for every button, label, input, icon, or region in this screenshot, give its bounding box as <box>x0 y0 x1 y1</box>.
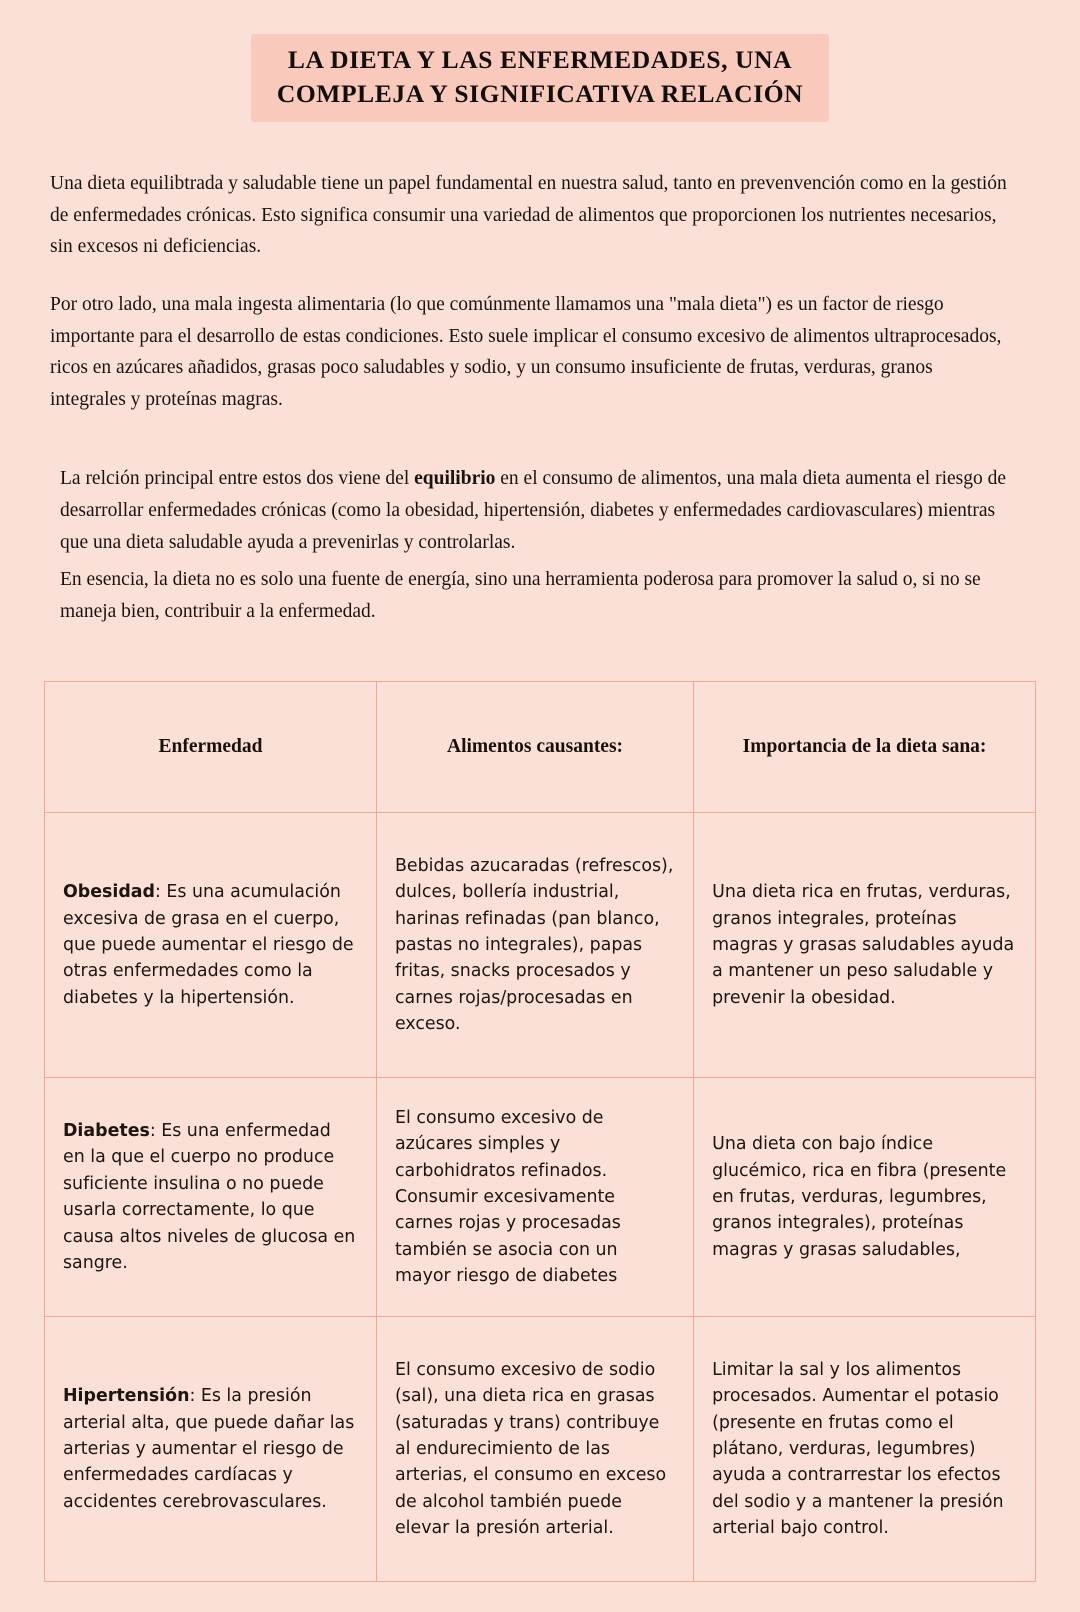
paragraph-2: Por otro lado, una mala ingesta alimentaria (lo que comúnmente llamamos una "mala dieta") es un factor de riesgo importante para el desarrollo de estas condiciones. Esto suele implicar el consumo excesivo de alimentos ultraprocesados, ricos en azúcares añadidos, grasas poco saludables y sodio, y un consumo insuficiente de frutas, verduras, granos integrales y proteínas magras. <box>50 294 1002 410</box>
table-cell-importance: Una dieta rica en frutas, verduras, granos integrales, proteínas magras y grasas saludables ayuda a mantener un peso saludable y prevenir la obesidad. <box>694 813 1036 1078</box>
table-header-row <box>45 682 1036 813</box>
table-header-importance: Importancia de la dieta sana: <box>694 682 1036 813</box>
table-header-disease: Enfermedad <box>45 682 377 813</box>
table-cell-importance: Limitar la sal y los alimentos procesados. Aumentar el potasio (presente en frutas como el plátano, verduras, legumbres) ayuda a contrarrestar los efectos del sodio y a mantener la presión arterial bajo control. <box>694 1317 1036 1582</box>
table-row <box>45 1078 1036 1317</box>
paragraph-spacer <box>50 441 1030 463</box>
document-title <box>44 34 1036 122</box>
table-row <box>45 1317 1036 1582</box>
table-cell-importance: Una dieta con bajo índice glucémico, rica en fibra (presente en frutas, verduras, legumbres, granos integrales), proteínas magras y grasas saludables, <box>694 1078 1036 1317</box>
title-highlight-box <box>251 34 829 122</box>
table-cell-disease <box>45 1078 377 1317</box>
table-cell-disease <box>45 813 377 1078</box>
title-line-2: COMPLEJA Y SIGNIFICATIVA RELACIÓN <box>276 78 804 108</box>
paragraph-1: Una dieta equilibtrada y saludable tiene un papel fundamental en nuestra salud, tanto en prevenvención como en la gestión de enfermedades crónicas. Esto significa consumir una variedad de alimentos que proporcionen los nutrientes necesarios, sin excesos ni deficiencias. <box>50 173 1007 258</box>
disease-name: Hipertensión <box>63 1386 190 1407</box>
diseases-table-wrapper <box>44 681 1036 1582</box>
table-cell-causes: El consumo excesivo de sodio (sal), una dieta rica en grasas (saturadas y trans) contribuye al endurecimiento de las arterias, el consumo en exceso de alcohol también puede elevar la presión arterial. <box>376 1317 693 1582</box>
disease-description: : Es la presión arterial alta, que puede dañar las arterias y aumentar el riesgo de enfermedades cardíacas y accidentes cerebrovasculares. <box>63 1386 355 1512</box>
disease-description: : Es una enfermedad en la que el cuerpo no produce suficiente insulina o no puede usarla correctamente, lo que causa altos niveles de glucosa en sangre. <box>63 1120 356 1274</box>
table-cell-disease <box>45 1317 377 1582</box>
table-row <box>45 813 1036 1078</box>
paragraph-3-text-before: La relción principal entre estos dos viene del <box>60 468 415 490</box>
table-cell-causes: Bebidas azucaradas (refrescos), dulces, bollería industrial, harinas refinadas (pan blanco, pastas no integrales), papas fritas, snacks procesados y carnes rojas/procesadas en exceso. <box>376 813 693 1078</box>
table-body <box>45 813 1036 1582</box>
disease-name: Obesidad <box>63 882 155 903</box>
diseases-table <box>44 681 1036 1582</box>
title-line-1: LA DIETA Y LAS ENFERMEDADES, UNA <box>287 45 793 74</box>
disease-name: Diabetes <box>63 1120 150 1141</box>
table-header <box>45 682 1036 813</box>
disease-description: : Es una acumulación excesiva de grasa en el cuerpo, que puede aumentar el riesgo de otras enfermedades como la diabetes y la hipertensión. <box>63 882 354 1008</box>
paragraph-3-text-after: en el consumo de alimentos, una mala dieta aumenta el riesgo de desarrollar enfermedades crónicas (como la obesidad, hipertensión, diabetes y enfermedades cardiovasculares) mientras que una dieta saludable ayuda a prevenirlas y controlarlas. <box>60 468 1007 553</box>
table-header-causes: Alimentos causantes: <box>376 682 693 813</box>
table-cell-causes: El consumo excesivo de azúcares simples y carbohidratos refinados. Consumir excesivamente carnes rojas y procesadas también se asocia con un mayor riesgo de diabetes <box>376 1078 693 1317</box>
paragraph-4: En esencia, la dieta no es solo una fuente de energía, sino una herramienta poderosa para promover la salud o, si no se maneja bien, contribuir a la enfermedad. <box>60 569 981 622</box>
paragraph-3-emphasis: equilibrio <box>414 468 496 490</box>
intro-text-block <box>44 168 1036 627</box>
paragraph-3 <box>50 463 1020 558</box>
